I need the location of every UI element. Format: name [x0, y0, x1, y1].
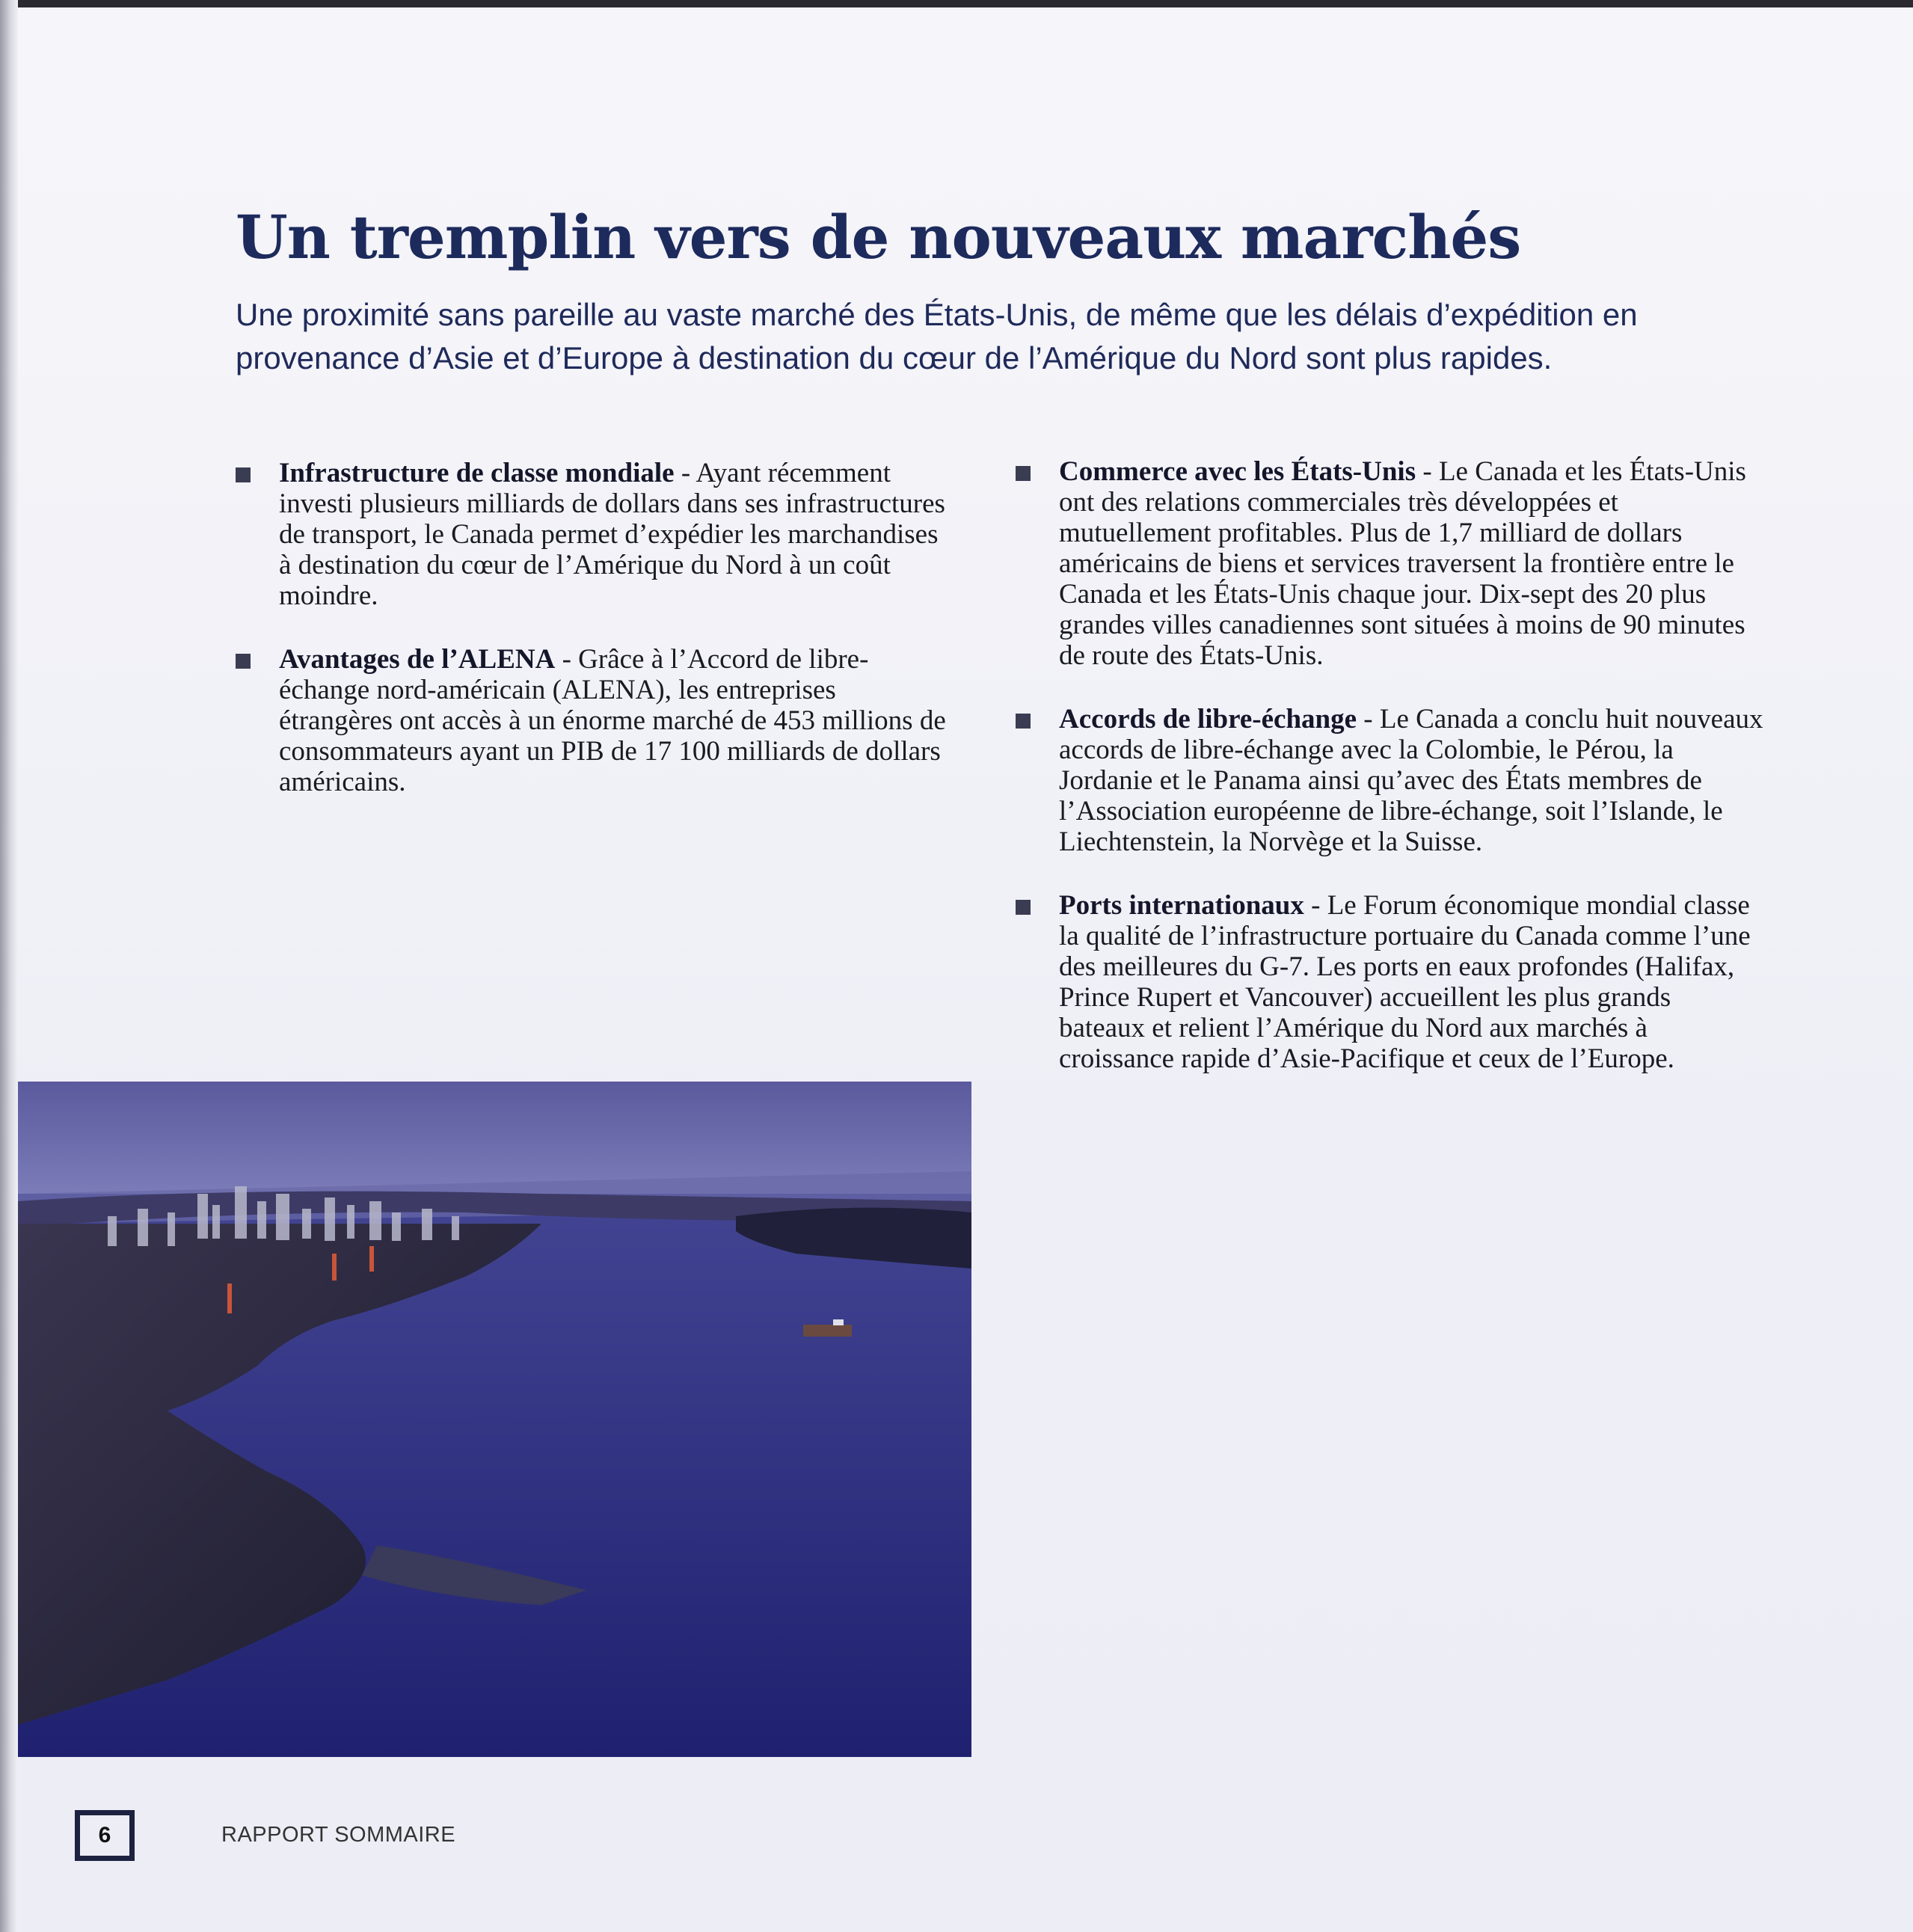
page-subtitle: Une proximité sans pareille au vaste marché des États-Unis, de même que les délais d’expédition en provenance d’Asie et d’Europe à destination du cœur de l’Amérique du Nord sont plus rapides. — [236, 297, 1638, 375]
scan-binding-shadow — [0, 0, 18, 1932]
bullet-heading: Avantages de l’ALENA — [279, 644, 556, 675]
bullet-heading: Infrastructure de classe mondiale — [279, 458, 675, 488]
bullet-square-icon — [236, 467, 251, 482]
bullet-separator: - — [1357, 704, 1380, 735]
bullet-text: Grâce à l’Accord de libre-échange nord-américain (ALENA), les entreprises étrangères ont accès à un énorme marché de 453 millions de consommateurs ayant un PIB de 17 100 milliards de dollars américains. — [279, 644, 946, 797]
bullet-text: Le Canada a conclu huit nouveaux accords de libre-échange avec la Colombie, le Pérou, la Jordanie et le Panama ainsi qu’avec des États membres de l’Association européenne de libre-échange, soit l’Islande, le Liechtenstein, la Norvège et la Suisse. — [1059, 704, 1763, 857]
bullet-separator: - — [674, 458, 696, 488]
bullet-text: Le Forum économique mondial classe la qualité de l’infrastructure portuaire du Canada comme l’une des meilleures du G-7. Les ports en eaux profondes (Halifax, Prince Rupert et Vancouver) accueillent les plus grands bateaux et relient l’Amérique du Nord aux marchés à croissance rapide d’Asie-Pacifique et ceux de l’Europe. — [1059, 890, 1751, 1074]
bullet-alena — [236, 644, 954, 797]
bullet-separator: - — [555, 644, 579, 675]
bullet-heading: Accords de libre-échange — [1059, 704, 1357, 735]
bullet-commerce — [1016, 456, 1763, 671]
page-title: Un tremplin vers de nouveaux marchés — [236, 202, 1521, 272]
bullet-ports — [1016, 890, 1763, 1074]
harbour-photo-illustration — [18, 1082, 971, 1757]
left-column — [236, 458, 954, 830]
page-number-box: 6 — [75, 1810, 135, 1861]
bullet-text: Ayant récemment investi plusieurs milliards de dollars dans ses infrastructures de transport, le Canada permet d’expédier les marchandises à destination du cœur de l’Amérique du Nord à un coût moindre. — [279, 458, 945, 611]
bullet-separator: - — [1416, 456, 1439, 487]
footer-label: RAPPORT SOMMAIRE — [221, 1823, 456, 1847]
scan-top-edge — [0, 0, 1913, 7]
bullet-infrastructure — [236, 458, 954, 611]
right-column — [1016, 456, 1763, 1107]
bullet-square-icon — [1016, 466, 1031, 481]
bullet-text: Le Canada et les États-Unis ont des relations commerciales très développées et mutuellement profitables. Plus de 1,7 milliard de dollars américains de biens et services traversent la frontière entre le Canada et les États-Unis chaque jour. Dix-sept des 20 plus grandes villes canadiennes sont situées à moins de 90 minutes de route des États-Unis. — [1059, 456, 1746, 671]
bullet-heading: Ports internationaux — [1059, 890, 1304, 921]
bullet-heading: Commerce avec les États-Unis — [1059, 456, 1416, 487]
bullet-square-icon — [236, 654, 251, 669]
harbour-aerial-photo — [18, 1082, 971, 1757]
bullet-square-icon — [1016, 900, 1031, 915]
bullet-separator: - — [1304, 890, 1327, 921]
bullet-square-icon — [1016, 714, 1031, 729]
bullet-accords — [1016, 704, 1763, 857]
